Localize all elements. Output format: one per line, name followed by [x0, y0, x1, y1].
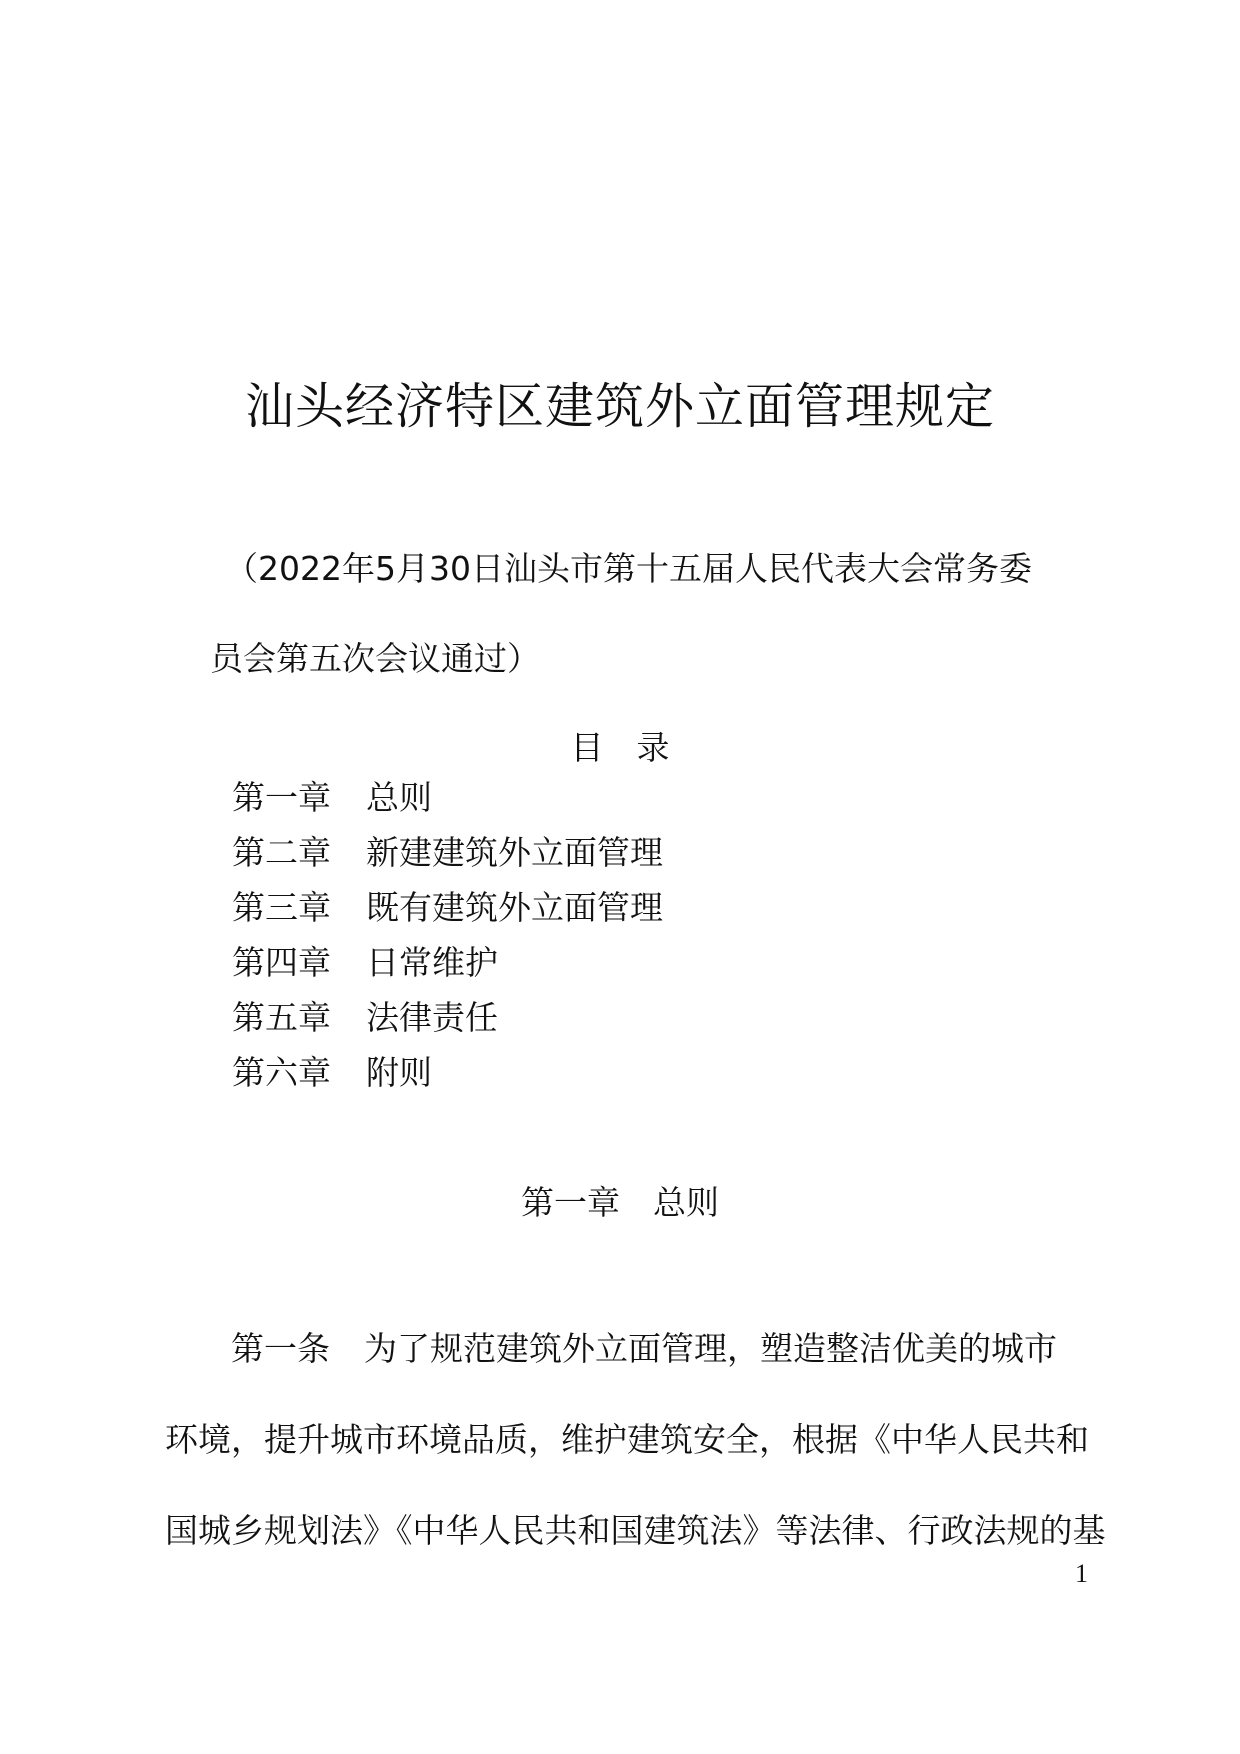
toc-chapter-number: 第三章	[232, 888, 331, 927]
toc-item	[232, 770, 663, 825]
adoption-note-line-2: 员会第五次会议通过）	[210, 639, 540, 678]
toc-chapter-number: 第五章	[232, 998, 331, 1037]
article-text-1: 为了规范建筑外立面管理，塑造整洁优美的城市	[364, 1329, 1057, 1368]
adoption-note-line-1: （2022年5月30日汕头市第十五届人民代表大会常务委	[225, 549, 1032, 588]
toc-item	[232, 825, 663, 880]
article-paragraph	[165, 1303, 1106, 1576]
chapter-heading: 第一章 总则	[521, 1183, 719, 1222]
toc-item	[232, 1045, 663, 1100]
toc-chapter-title: 既有建筑外立面管理	[366, 888, 663, 927]
toc-chapter-title: 日常维护	[366, 943, 498, 982]
toc-chapter-number: 第一章	[232, 778, 331, 817]
article-line-2: 环境，提升城市环境品质，维护建筑安全，根据《中华人民共和	[165, 1420, 1089, 1459]
toc-chapter-title: 新建建筑外立面管理	[366, 833, 663, 872]
toc-heading: 目 录	[570, 728, 670, 767]
toc-item	[232, 880, 663, 935]
toc-chapter-title: 附则	[366, 1053, 432, 1092]
toc-chapter-number: 第二章	[232, 833, 331, 872]
adoption-note	[210, 524, 1090, 704]
toc-item	[232, 990, 663, 1045]
document-title: 汕头经济特区建筑外立面管理规定	[244, 378, 995, 435]
toc-chapter-number: 第四章	[232, 943, 331, 982]
table-of-contents	[232, 770, 663, 1100]
toc-chapter-title: 总则	[366, 778, 432, 817]
article-number: 第一条	[231, 1329, 330, 1368]
article-line-1	[165, 1303, 1085, 1394]
page-number: 1	[1075, 1559, 1088, 1588]
toc-chapter-title: 法律责任	[366, 998, 498, 1037]
toc-item	[232, 935, 663, 990]
article-line-3: 国城乡规划法》《中华人民共和国建筑法》等法律、行政法规的基	[165, 1511, 1106, 1550]
toc-chapter-number: 第六章	[232, 1053, 331, 1092]
